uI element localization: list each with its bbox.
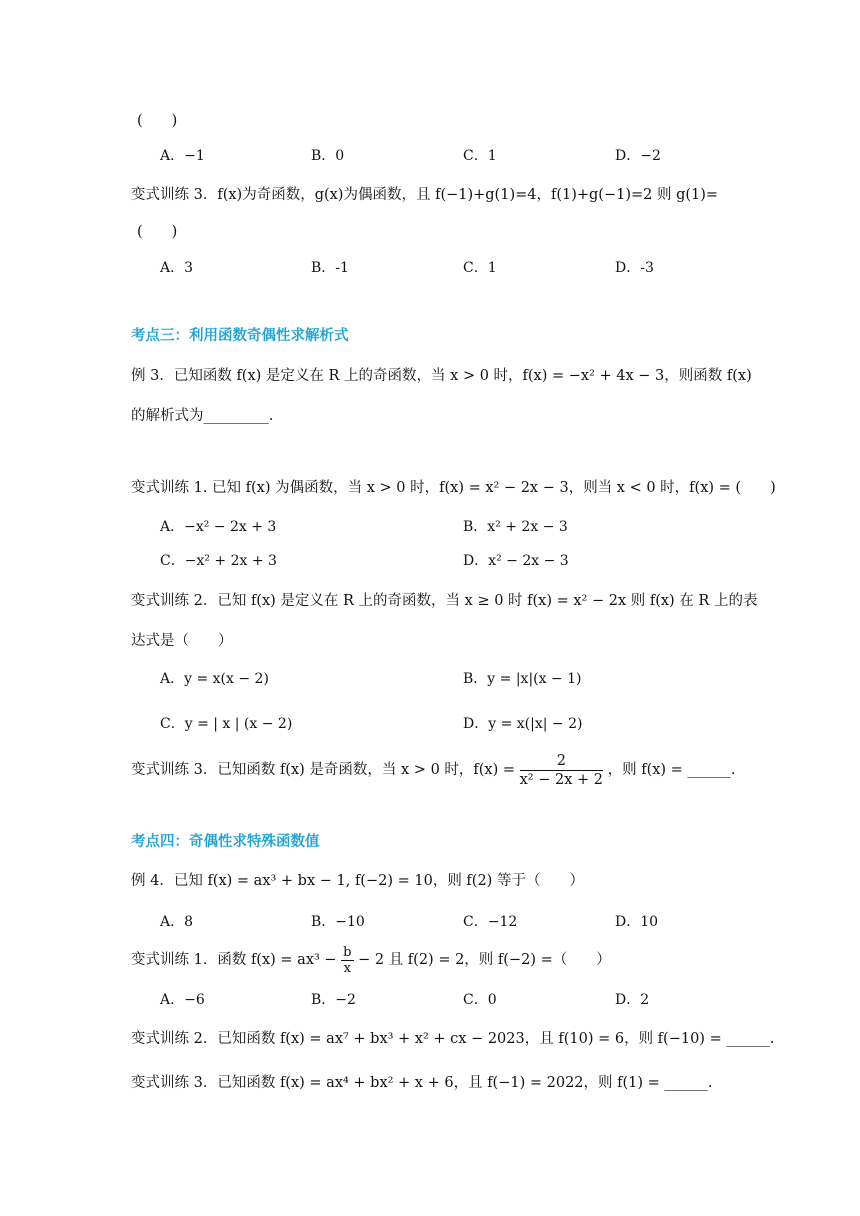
variant-3-question: 变式训练 3．f(x)为奇函数，g(x)为偶函数，且 f(−1)+g(1)=4，f(1)+g(−1)=2 则 g(1)= [131,187,719,203]
option-c: C．−x² + 2x + 3 [160,553,277,569]
answer-paren: ( ) [137,113,178,129]
option-d: D．x² − 2x − 3 [463,553,569,569]
option-c: C．1 [463,260,497,276]
fraction [520,752,603,789]
option-a: A．−1 [160,148,205,164]
option-b: B．y = |x|(x − 1) [463,671,582,687]
option-a: A．8 [160,914,194,930]
option-a: A．3 [160,260,194,276]
option-b: B．0 [311,148,345,164]
fraction-numerator: b [343,944,352,960]
variant-2-line-2: 达式是（ ） [131,633,233,649]
example-3-line-2: 的解析式为_________. [131,408,274,424]
option-c: C．y = | x | (x − 2) [160,716,293,732]
variant-2-question: 变式训练 2．已知函数 f(x) = ax⁷ + bx³ + x² + cx − 2023，且 f(10) = 6，则 f(−10) = ______. [131,1031,775,1047]
variant-2-line-1: 变式训练 2．已知 f(x) 是定义在 R 上的奇函数，当 x ≥ 0 时 f(x) = x² − 2x 则 f(x) 在 R 上的表 [131,593,758,609]
option-a: A．−6 [160,992,205,1008]
section-heading-3: 考点三：利用函数奇偶性求解析式 [131,328,349,344]
fraction-denominator: x [343,960,351,976]
fraction-numerator: 2 [520,752,603,771]
variant-1-question [131,942,611,978]
variant-1-prefix: 变式训练 1．函数 f(x) = ax³ − [131,952,337,968]
option-b: B．−2 [311,992,356,1008]
option-c: C．1 [463,148,497,164]
option-c: C．0 [463,992,497,1008]
variant-3-suffix: ，则 f(x) = ______. [607,762,736,778]
answer-paren: ( ) [137,224,178,240]
variant-3-question [131,750,736,790]
variant-3-question: 变式训练 3．已知函数 f(x) = ax⁴ + bx² + x + 6，且 f(−1) = 2022，则 f(1) = ______. [131,1075,713,1091]
variant-1-suffix: − 2 且 f(2) = 2，则 f(−2) =（ ） [358,952,611,968]
option-b: B．x² + 2x − 3 [463,519,568,535]
option-d: D．2 [615,992,650,1008]
variant-3-prefix: 变式训练 3．已知函数 f(x) 是奇函数，当 x > 0 时，f(x) = [131,762,516,778]
option-d: D．-3 [615,260,654,276]
fraction [341,945,353,976]
option-a: A．y = x(x − 2) [160,671,269,687]
option-b: B．−10 [311,914,365,930]
option-d: D．y = x(|x| − 2) [463,716,583,732]
option-d: D．10 [615,914,659,930]
option-b: B．-1 [311,260,349,276]
example-4-question: 例 4．已知 f(x) = ax³ + bx − 1, f(−2) = 10，则 f(2) 等于（ ） [131,873,584,889]
variant-1-question: 变式训练 1. 已知 f(x) 为偶函数，当 x > 0 时，f(x) = x² − 2x − 3，则当 x < 0 时，f(x) = ( ) [131,480,776,496]
section-heading-4: 考点四：奇偶性求特殊函数值 [131,834,320,850]
option-d: D．−2 [615,148,661,164]
option-c: C．−12 [463,914,518,930]
fraction-denominator: x² − 2x + 2 [519,771,603,788]
option-a: A．−x² − 2x + 3 [160,519,277,535]
example-3-line-1: 例 3．已知函数 f(x) 是定义在 R 上的奇函数，当 x > 0 时，f(x) = −x² + 4x − 3，则函数 f(x) [131,368,752,384]
